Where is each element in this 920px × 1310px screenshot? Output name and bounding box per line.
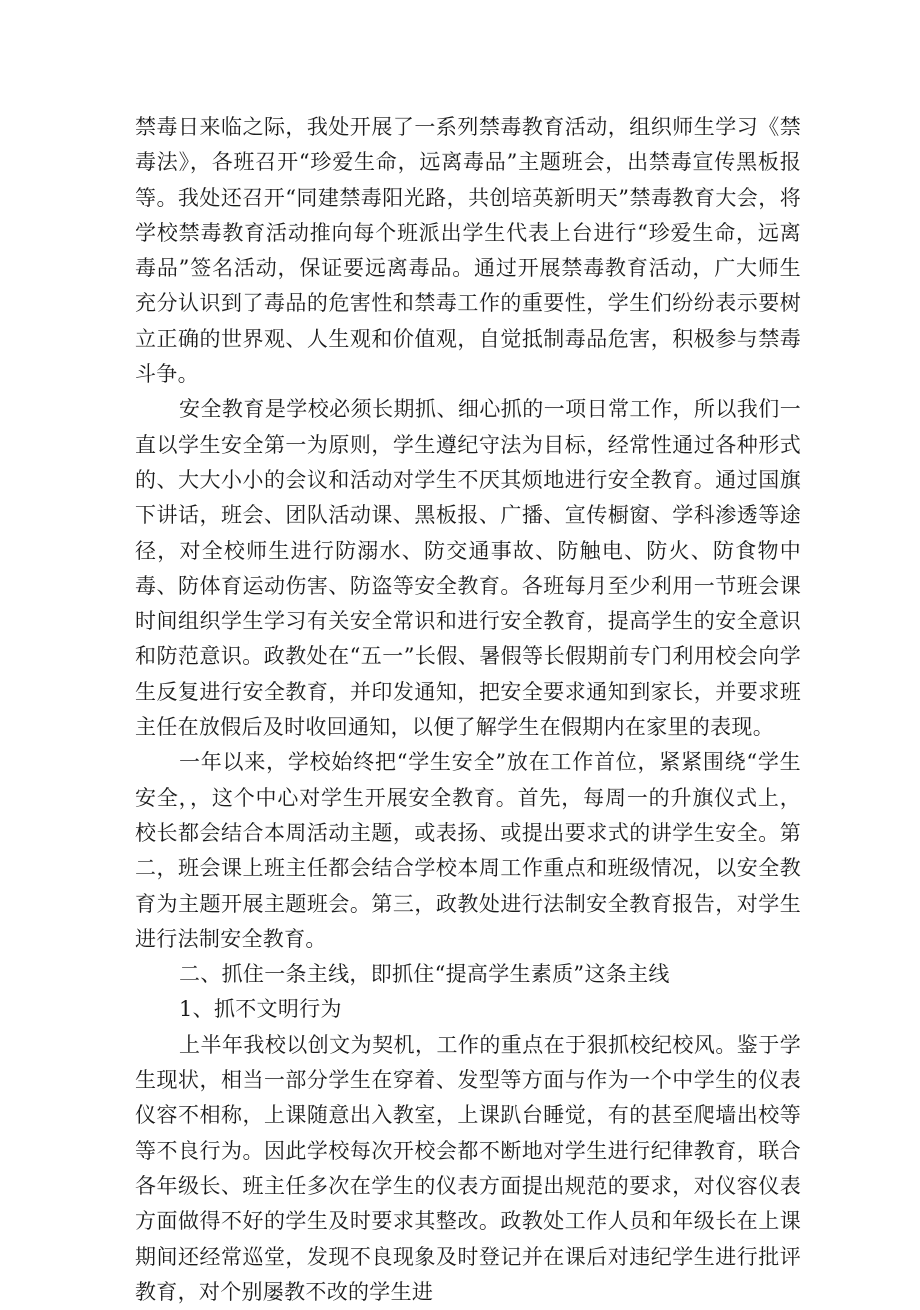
paragraph-student-safety: 一年以来，学校始终把“学生安全”放在工作首位，紧紧围绕“学生安全，，这个中心对学生开展安全教育。首先，每周一的升旗仪式上，校长都会结合本周活动主题，或表扬、或提出要求式的讲学生安全。第二，班会课上班主任都会结合学校本周工作重点和班级情况，以安全教育为主题开展主题班会。第三，政教处进行法制安全教育报告，对学生进行法制安全教育。 xyxy=(135,750,801,951)
paragraph-discipline: 上半年我校以创文为契机，工作的重点在于狠抓校纪校风。鉴于学生现状，相当一部分学生在穿着、发型等方面与作为一个中学生的仪表仪容不相称，上课随意出入教室，上课趴台睡觉，有的甚至爬墙出校等等不良行为。因此学校每次开校会都不断地对学生进行纪律教育，联合各年级长、班主任多次在学生的仪表方面提出规范的要求，对仪容仪表方面做得不好的学生及时要求其整改。政教处工作人员和年级长在上课期间还经常巡堂，发现不良现象及时登记并在课后对违纪学生进行批评教育，对个别屡教不改的学生进 xyxy=(135,1032,801,1304)
subsection-heading-uncivil-behavior: 1、抓不文明行为 xyxy=(179,997,342,1022)
section-heading-main-line: 二、抓住一条主线，即抓住“提高学生素质”这条主线 xyxy=(179,962,670,987)
paragraph-safety-education: 安全教育是学校必须长期抓、细心抓的一项日常工作，所以我们一直以学生安全第一为原则，学生遵纪守法为目标，经常性通过各种形式的、大大小小的会议和活动对学生不厌其烦地进行安全教育。通过国旗下讲话，班会、团队活动课、黑板报、广播、宣传橱窗、学科渗透等途径，对全校师生进行防溺水、防交通事故、防触电、防火、防食物中毒、防体育运动伤害、防盗等安全教育。各班每月至少利用一节班会课时间组织学生学习有关安全常识和进行安全教育，提高学生的安全意识和防范意识。政教处在“五一”长假、暑假等长假期前专门利用校会向学生反复进行安全教育，并印发通知，把安全要求通知到家长，并要求班主任在放假后及时收回通知，以便了解学生在假期内在家里的表现。 xyxy=(135,397,801,740)
document-body xyxy=(135,110,801,1310)
paragraph-anti-drug: 禁毒日来临之际，我处开展了一系列禁毒教育活动，组织师生学习《禁毒法》，各班召开“珍爱生命，远离毒品”主题班会，出禁毒宣传黑板报等。我处还召开“同建禁毒阳光路，共创培英新明天”禁毒教育大会，将学校禁毒教育活动推向每个班派出学生代表上台进行“珍爱生命，远离毒品”签名活动，保证要远离毒品。通过开展禁毒教育活动，广大师生充分认识到了毒品的危害性和禁毒工作的重要性，学生们纷纷表示要树立正确的世界观、人生观和价值观，自觉抵制毒品危害，积极参与禁毒斗争。 xyxy=(135,115,801,387)
